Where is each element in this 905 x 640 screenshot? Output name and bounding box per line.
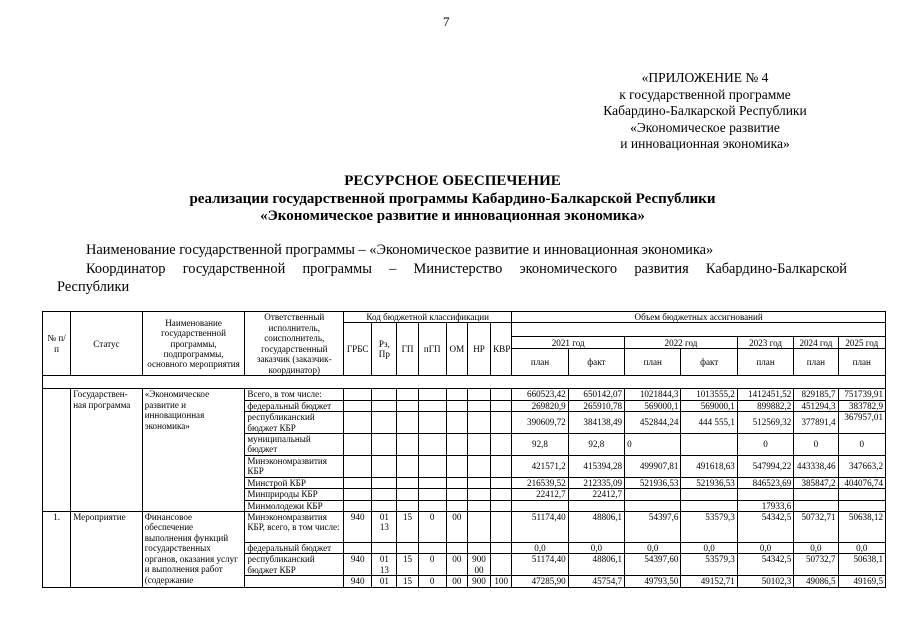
program-name-text: Наименование государственной программы – «Экономическое развитие и инновационная экономика» [86, 242, 714, 258]
value-cell: 22412,7 [568, 489, 624, 500]
appendix-line: Кабардино-Балкарской Республики [603, 103, 807, 119]
header-code-om: ОМ [446, 323, 467, 376]
value-cell: 521936,53 [625, 477, 681, 488]
value-cell: 512569,32 [737, 412, 793, 434]
header-executor: Ответственный исполнитель, соисполнитель, государственный заказчик (заказчик-координатор) [245, 312, 344, 376]
value-cell: 45754,7 [568, 576, 624, 587]
value-cell: 54342,5 [737, 512, 793, 543]
value-cell: 1412451,52 [737, 389, 793, 400]
executor-cell: Минмолодежи КБР [245, 500, 344, 511]
code-cell: 15 [397, 554, 418, 576]
value-cell: 377891,4 [794, 412, 838, 434]
value-cell [681, 434, 737, 456]
value-cell: 0 [794, 434, 838, 456]
value-cell: 212335,09 [568, 477, 624, 488]
code-cell: 01 13 [372, 554, 397, 576]
code-cell: 0 [418, 576, 446, 587]
header-year-2021: 2021 год [512, 337, 625, 349]
value-cell: 92,8 [568, 434, 624, 456]
code-cell: 15 [397, 512, 418, 543]
value-cell: 452844,24 [625, 412, 681, 434]
value-cell: 0 [625, 434, 681, 456]
value-cell: 0 [838, 434, 885, 456]
value-cell: 50732,71 [794, 512, 838, 543]
code-cell: 01 13 [372, 512, 397, 543]
value-cell: 49793,50 [625, 576, 681, 587]
value-cell: 1021844,3 [625, 389, 681, 400]
code-cell [467, 512, 490, 543]
header-num: № п/п [43, 312, 71, 376]
header-code-grbs: ГРБС [344, 323, 372, 376]
header-code-nr: НР [467, 323, 490, 376]
document-title: РЕСУРСНОЕ ОБЕСПЕЧЕНИЕ [344, 173, 561, 189]
header-year-2023: 2023 год [737, 337, 793, 349]
value-cell: 216539,52 [512, 477, 568, 488]
value-cell: 384138,49 [568, 412, 624, 434]
program-status: Государствен-ная программа [71, 389, 143, 512]
value-cell: 846523,69 [737, 477, 793, 488]
appendix-line: «ПРИЛОЖЕНИЕ № 4 [641, 70, 769, 85]
value-cell: 383782,9 [838, 400, 885, 411]
header-sub: план [794, 349, 838, 376]
header-code-rzpr: Рз, Пр [372, 323, 397, 376]
header-sub: план [625, 349, 681, 376]
value-cell: 92,8 [512, 434, 568, 456]
code-cell: 00 [446, 554, 467, 576]
value-cell: 49169,5 [838, 576, 885, 587]
header-sub: план [838, 349, 885, 376]
appendix-line: и инновационная экономика» [620, 136, 790, 152]
value-cell: 444 555,1 [681, 412, 737, 434]
code-cell: 00 [446, 512, 467, 543]
value-cell: 443338,46 [794, 455, 838, 477]
value-cell: 48806,1 [568, 554, 624, 576]
value-cell: 50732,7 [794, 554, 838, 576]
value-cell: 265910,78 [568, 400, 624, 411]
value-cell: 751739,91 [838, 389, 885, 400]
program-name-cell: «Экономическое развитие и инновационная экономика» [142, 389, 245, 512]
value-cell: 50638,12 [838, 512, 885, 543]
value-cell: 0,0 [625, 543, 681, 554]
value-cell: 50638,1 [838, 554, 885, 576]
header-sub: факт [681, 349, 737, 376]
value-cell [794, 489, 838, 500]
value-cell: 829185,7 [794, 389, 838, 400]
resource-table [42, 311, 886, 588]
code-cell: 940 [344, 576, 372, 587]
page-number: 7 [443, 14, 450, 29]
executor-cell: федеральный бюджет [245, 543, 344, 554]
header-name: Наименование государственной программы, подпрограммы, основного мероприятия [142, 312, 245, 376]
value-cell: 53579,3 [681, 512, 737, 543]
value-cell: 0,0 [794, 543, 838, 554]
value-cell: 51174,40 [512, 554, 568, 576]
header-code-gp: ГП [397, 323, 418, 376]
value-cell: 47285,90 [512, 576, 568, 587]
value-cell: 547994,22 [737, 455, 793, 477]
appendix-block [570, 70, 840, 153]
value-cell [625, 500, 681, 511]
value-cell: 385847,2 [794, 477, 838, 488]
event-name-cell: Финансовое обеспечение выполнения функций государственных органов, оказания услуг и выполнения работ (содержание [142, 512, 245, 588]
header-sub: план [512, 349, 568, 376]
value-cell: 49152,71 [681, 576, 737, 587]
value-cell [625, 489, 681, 500]
coordinator-text-cont: Республики [57, 279, 130, 295]
value-cell: 53579,3 [681, 554, 737, 576]
value-cell: 0,0 [568, 543, 624, 554]
program-title: «Экономическое развитие и инновационная экономика» [260, 208, 645, 224]
event-status: Мероприятие [71, 512, 143, 588]
value-cell: 50102,3 [737, 576, 793, 587]
executor-cell: Минстрой КБР [245, 477, 344, 488]
table-row [43, 389, 886, 400]
header-year-2024: 2024 год [794, 337, 838, 349]
value-cell [737, 489, 793, 500]
value-cell: 451294,3 [794, 400, 838, 411]
header-allocations: Объем бюджетных ассигнований [512, 312, 886, 323]
executor-cell: Минэкономразвития КБР, всего, в том числе: [245, 512, 344, 543]
code-cell: 100 [491, 576, 512, 587]
event-number: 1. [43, 512, 71, 588]
value-cell: 0,0 [737, 543, 793, 554]
executor-cell: республиканский бюджет КБР [245, 554, 344, 576]
executor-cell: Минприроды КБР [245, 489, 344, 500]
value-cell: 650142,07 [568, 389, 624, 400]
code-cell: 0 [418, 554, 446, 576]
value-cell: 499907,81 [625, 455, 681, 477]
executor-cell [245, 576, 344, 587]
value-cell: 521936,53 [681, 477, 737, 488]
code-cell: 01 [372, 576, 397, 587]
header-code-pgp: пГП [418, 323, 446, 376]
value-cell: 48806,1 [568, 512, 624, 543]
value-cell: 1013555,2 [681, 389, 737, 400]
value-cell: 390609,72 [512, 412, 568, 434]
value-cell: 415394,28 [568, 455, 624, 477]
value-cell: 569000,1 [625, 400, 681, 411]
executor-cell: муниципальный бюджет [245, 434, 344, 456]
value-cell: 367957,01 [838, 412, 885, 434]
value-cell: 404076,74 [838, 477, 885, 488]
value-cell: 569000,1 [681, 400, 737, 411]
value-cell: 269820,9 [512, 400, 568, 411]
value-cell [681, 489, 737, 500]
value-cell: 17933,6 [737, 500, 793, 511]
value-cell: 51174,40 [512, 512, 568, 543]
header-sub: план [737, 349, 793, 376]
value-cell: 54397,60 [625, 554, 681, 576]
value-cell: 54397,6 [625, 512, 681, 543]
header-budget-code: Код бюджетной классификации [344, 312, 512, 323]
code-cell: 940 [344, 554, 372, 576]
executor-cell: Всего, в том числе: [245, 389, 344, 400]
code-cell: 900 00 [467, 554, 490, 576]
value-cell: 22412,7 [512, 489, 568, 500]
code-cell: 00 [446, 576, 467, 587]
header-status: Статус [71, 312, 143, 376]
document-subtitle: реализации государственной программы Кабардино-Балкарской Республики [189, 191, 716, 207]
executor-cell: республиканский бюджет КБР [245, 412, 344, 434]
code-cell: 15 [397, 576, 418, 587]
value-cell: 0,0 [512, 543, 568, 554]
code-cell [491, 554, 512, 576]
code-cell: 900 [467, 576, 490, 587]
value-cell: 54342,5 [737, 554, 793, 576]
program-name-paragraph [57, 241, 847, 259]
value-cell: 899882,2 [737, 400, 793, 411]
header-code-kvr: КВР [491, 323, 512, 376]
value-cell [838, 489, 885, 500]
value-cell: 347663,2 [838, 455, 885, 477]
value-cell: 491618,63 [681, 455, 737, 477]
executor-cell: Минэкономразвития КБР [245, 455, 344, 477]
value-cell [838, 500, 885, 511]
value-cell: 421571,2 [512, 455, 568, 477]
code-cell: 0 [418, 512, 446, 543]
appendix-line: «Экономическое развитие [630, 119, 780, 135]
value-cell [681, 500, 737, 511]
value-cell: 49086,5 [794, 576, 838, 587]
value-cell: 0,0 [838, 543, 885, 554]
coordinator-paragraph [57, 260, 847, 296]
header-year-2025: 2025 год [838, 337, 885, 349]
header-sub: факт [568, 349, 624, 376]
value-cell: 0 [737, 434, 793, 456]
header-year-2022: 2022 год [625, 337, 738, 349]
code-cell: 940 [344, 512, 372, 543]
coordinator-text: Координатор государственной программы – Министерство экономического развития Кабардино-Балкарской [86, 261, 847, 277]
value-cell: 660523,42 [512, 389, 568, 400]
executor-cell: федеральный бюджет [245, 400, 344, 411]
value-cell: 0,0 [681, 543, 737, 554]
value-cell [568, 500, 624, 511]
appendix-line: к государственной программе [619, 86, 791, 102]
table-row [43, 512, 886, 543]
value-cell [512, 500, 568, 511]
value-cell [794, 500, 838, 511]
code-cell [491, 512, 512, 543]
